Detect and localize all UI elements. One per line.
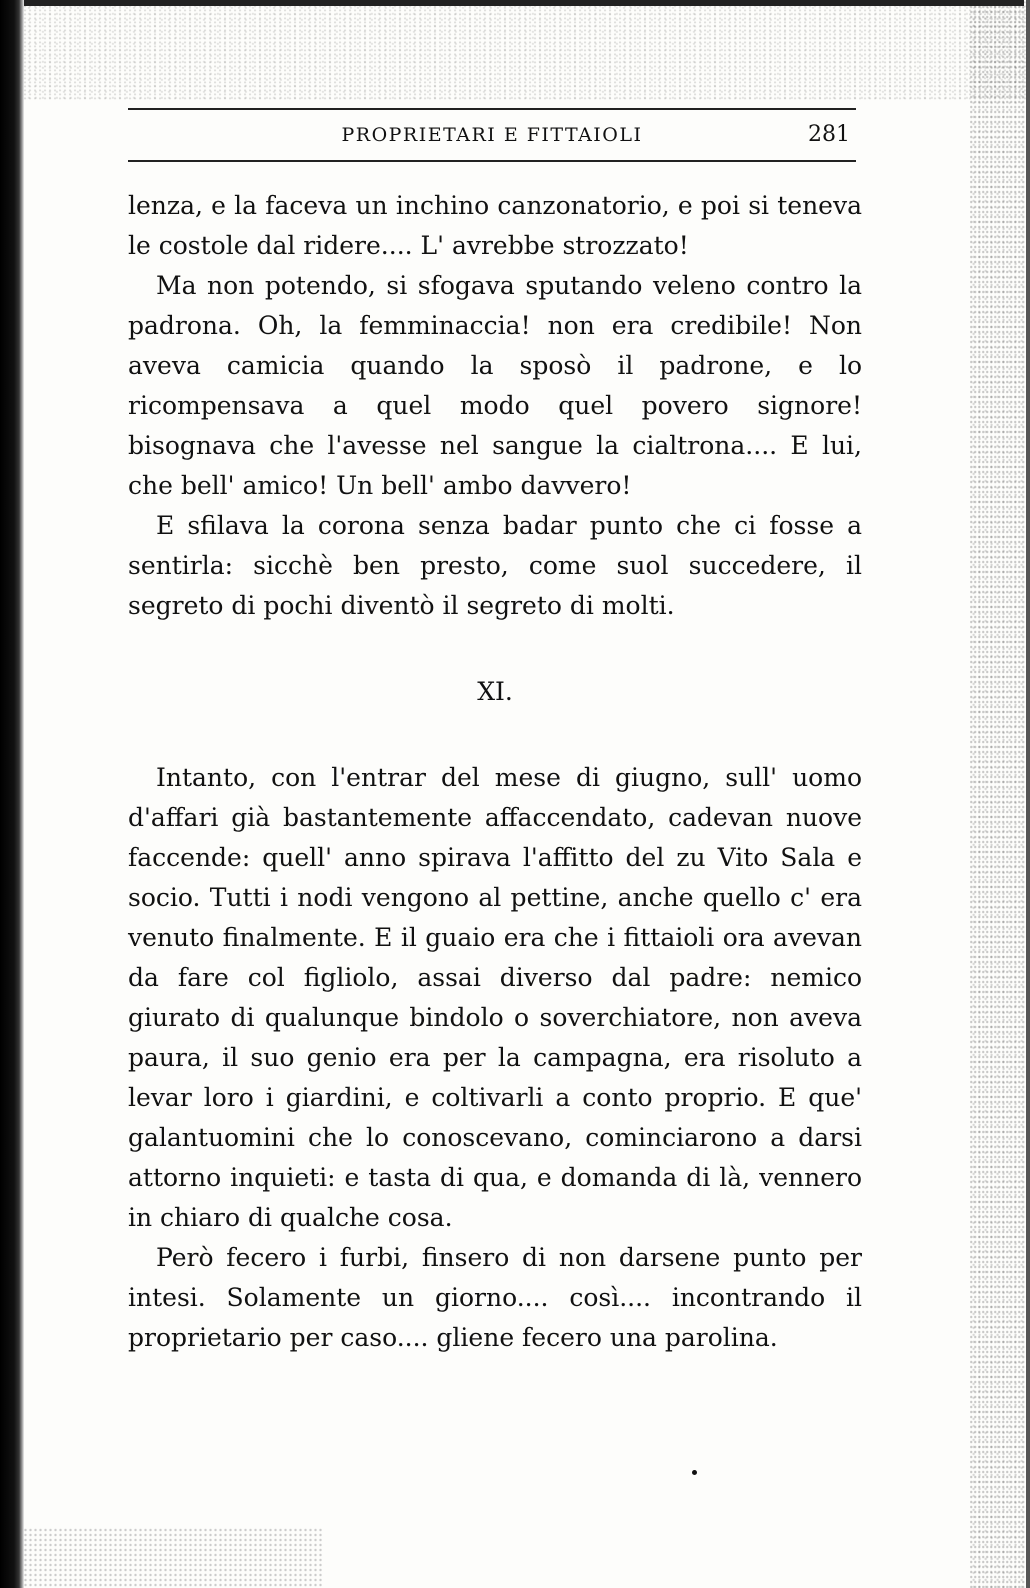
section-title: XI. xyxy=(477,677,513,706)
book-spine xyxy=(0,0,24,1588)
page-number: 281 xyxy=(808,122,850,147)
paragraph: E sfilava la corona senza badar punto che ci fosse a sentirla: sicchè ben presto, come suol succedere, il segreto di pochi diventò il segreto di molti. xyxy=(128,511,862,620)
scan-noise-bottom xyxy=(24,1528,324,1588)
header-rule-top xyxy=(128,108,856,110)
paragraph: Però fecero i furbi, finsero di non darsene punto per intesi. Solamente un giorno.... così.... incontrando il proprietario per caso.... gliene fecero una parolina. xyxy=(128,1243,862,1352)
scan-noise-top xyxy=(24,0,1030,100)
header-rule-bottom xyxy=(128,160,856,162)
paragraph: lenza, e la faceva un inchino canzonatorio, e poi si teneva le costole dal ridere.... L' avrebbe strozzato! xyxy=(128,191,862,260)
paragraph: Intanto, con l'entrar del mese di giugno, sull' uomo d'affari già bastantemente affaccendato, cadevan nuove faccende: quell' anno spirava l'affitto del zu Vito Sala e socio. Tutti i nodi vengono al pettine, anche quello c' era venuto finalmente. E il guaio era che i fittaioli ora avevan da fare col figliolo, assai diverso dal padre: nemico giurato di qualunque bindolo o soverchiatore, non aveva paura, il suo genio era per la campagna, era risoluto a levar loro i giardini, e coltivarli a conto proprio. E que' galantuomini che lo conoscevano, cominciarono a darsi attorno inquieti: e tasta di qua, e domanda di là, vennero in chiaro di qualche cosa. xyxy=(128,763,862,1232)
scan-top-edge xyxy=(24,0,1024,6)
body-text xyxy=(128,186,862,1358)
scan-right-edge xyxy=(1026,0,1030,1588)
scan-noise-right xyxy=(970,0,1030,1588)
running-title: PROPRIETARI E FITTAIOLI xyxy=(341,124,643,146)
paragraph: Ma non potendo, si sfogava sputando veleno contro la padrona. Oh, la femminaccia! non era credibile! Non aveva camicia quando la sposò il padrone, e lo ricompensava a quel modo quel povero signore! bisognava che l'avesse nel sangue la cialtrona.... E lui, che bell' amico! Un bell' ambo davvero! xyxy=(128,271,862,500)
running-head xyxy=(128,120,856,152)
ink-speck xyxy=(692,1470,697,1475)
